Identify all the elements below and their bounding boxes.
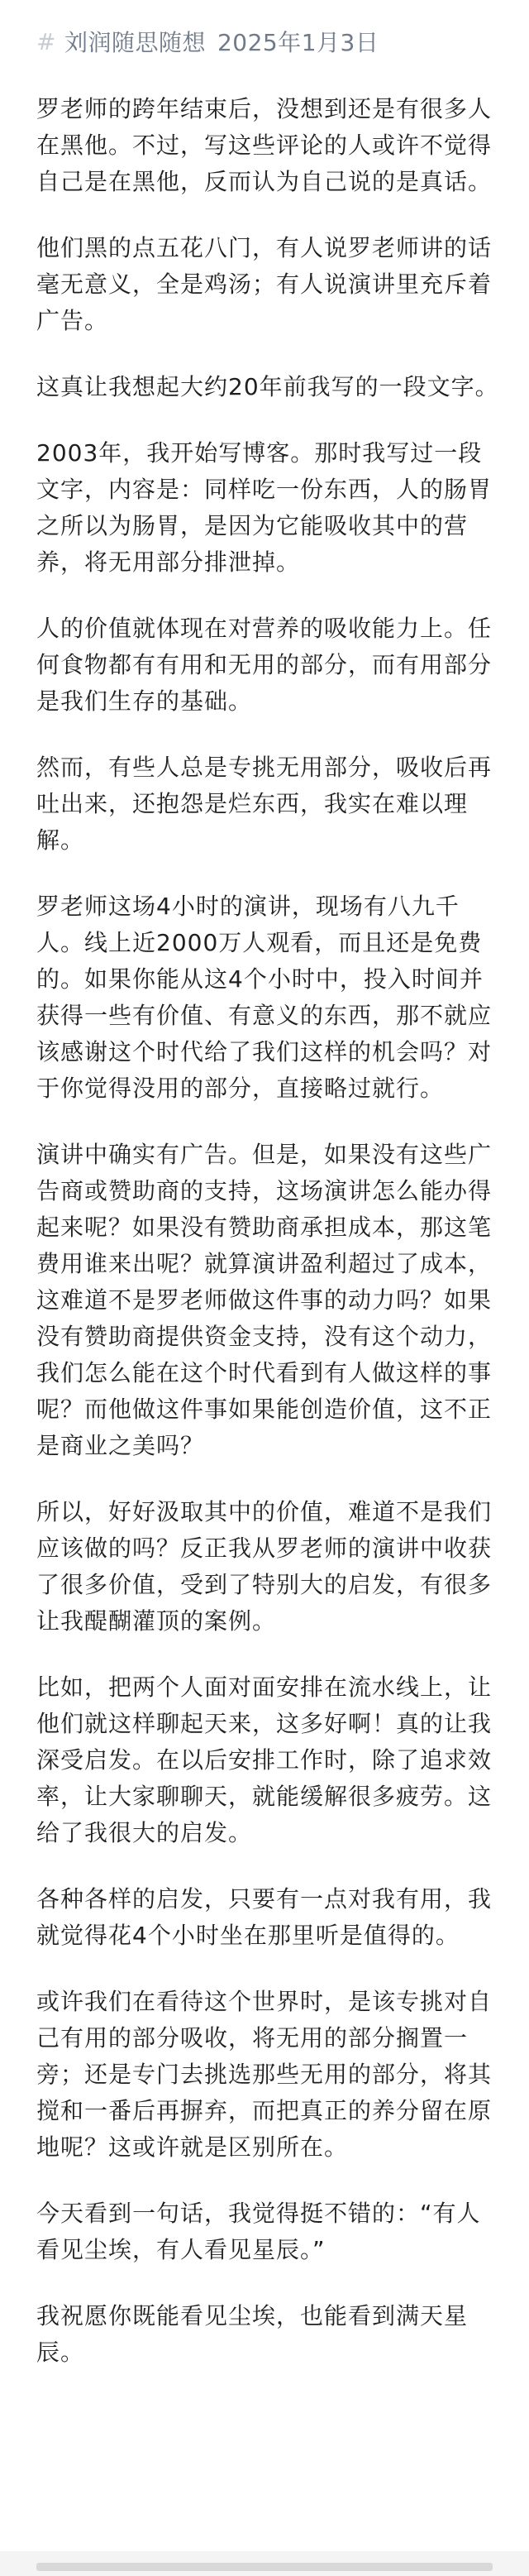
article-body	[36, 91, 499, 2401]
bottom-image-edge	[0, 2551, 529, 2576]
paragraph: 罗老师的跨年结束后，没想到还是有很多人在黑他。不过，写这些评论的人或许不觉得自己是在黑他，反而认为自己说的是真话。	[36, 95, 493, 195]
paragraph: 罗老师这场4小时的演讲，现场有八九千人。线上近2000万人观看，而且还是免费的。如果你能从这4个小时中，投入时间并获得一些有价值、有意义的东西，那不就应该感谢这个时代给了我们这样的机会吗？对于你觉得没用的部分，直接略过就行。	[36, 893, 493, 1102]
paragraph: 或许我们在看待这个世界时，是该专挑对自己有用的部分吸收，将无用的部分搁置一旁；还是专门去挑选那些无用的部分，将其搅和一番后再摒弃，而把真正的养分留在原地呢？这或许就是区别所在。	[36, 1988, 493, 2161]
image-preview-bar	[36, 2563, 493, 2571]
paragraph: 比如，把两个人面对面安排在流水线上，让他们就这样聊起天来，这多好啊！真的让我深受启发。在以后安排工作时，除了追求效率，让大家聊聊天，就能缓解很多疲劳。这给了我很大的启发。	[36, 1673, 493, 1846]
paragraph: 今天看到一句话，我觉得挺不错的：“有人看见尘埃，有人看见星辰。”	[36, 2200, 481, 2263]
paragraph: 他们黑的点五花八门，有人说罗老师讲的话毫无意义，全是鸡汤；有人说演讲里充斥着广告。	[36, 234, 493, 334]
hashtag-icon: #	[36, 27, 56, 55]
post-date: 2025年1月3日	[217, 29, 379, 56]
paragraph: 2003年，我开始写博客。那时我写过一段文字，内容是：同样吃一份东西，人的肠胃之所以为肠胃，是因为它能吸收其中的营养，将无用部分排泄掉。	[36, 439, 493, 576]
paragraph: 人的价值就体现在对营养的吸收能力上。任何食物都有有用和无用的部分，而有用部分是我们生存的基础。	[36, 615, 493, 715]
paragraph: 这真让我想起大约20年前我写的一段文字。	[36, 373, 499, 400]
post-header	[36, 25, 379, 58]
paragraph: 各种各样的启发，只要有一点对我有用，我就觉得花4个小时坐在那里听是值得的。	[36, 1885, 493, 1949]
paragraph: 我祝愿你既能看见尘埃，也能看到满天星辰。	[36, 2302, 469, 2366]
paragraph: 所以，好好汲取其中的价值，难道不是我们应该做的吗？反正我从罗老师的演讲中收获了很多价值，受到了特别大的启发，有很多让我醍醐灌顶的案例。	[36, 1498, 493, 1635]
paragraph: 演讲中确实有广告。但是，如果没有这些广告商或赞助商的支持，这场演讲怎么能办得起来呢？如果没有赞助商承担成本，那这笔费用谁来出呢？就算演讲盈利超过了成本，这难道不是罗老师做这件事的动力吗？如果没有赞助商提供资金支持，没有这个动力，我们怎么能在这个时代看到有人做这样的事呢？而他做这件事如果能创造价值，这不正是商业之美吗？	[36, 1141, 493, 1459]
topic-tag[interactable]: 刘润随思随想	[64, 29, 206, 56]
paragraph: 然而，有些人总是专挑无用部分，吸收后再吐出来，还抱怨是烂东西，我实在难以理解。	[36, 754, 493, 854]
